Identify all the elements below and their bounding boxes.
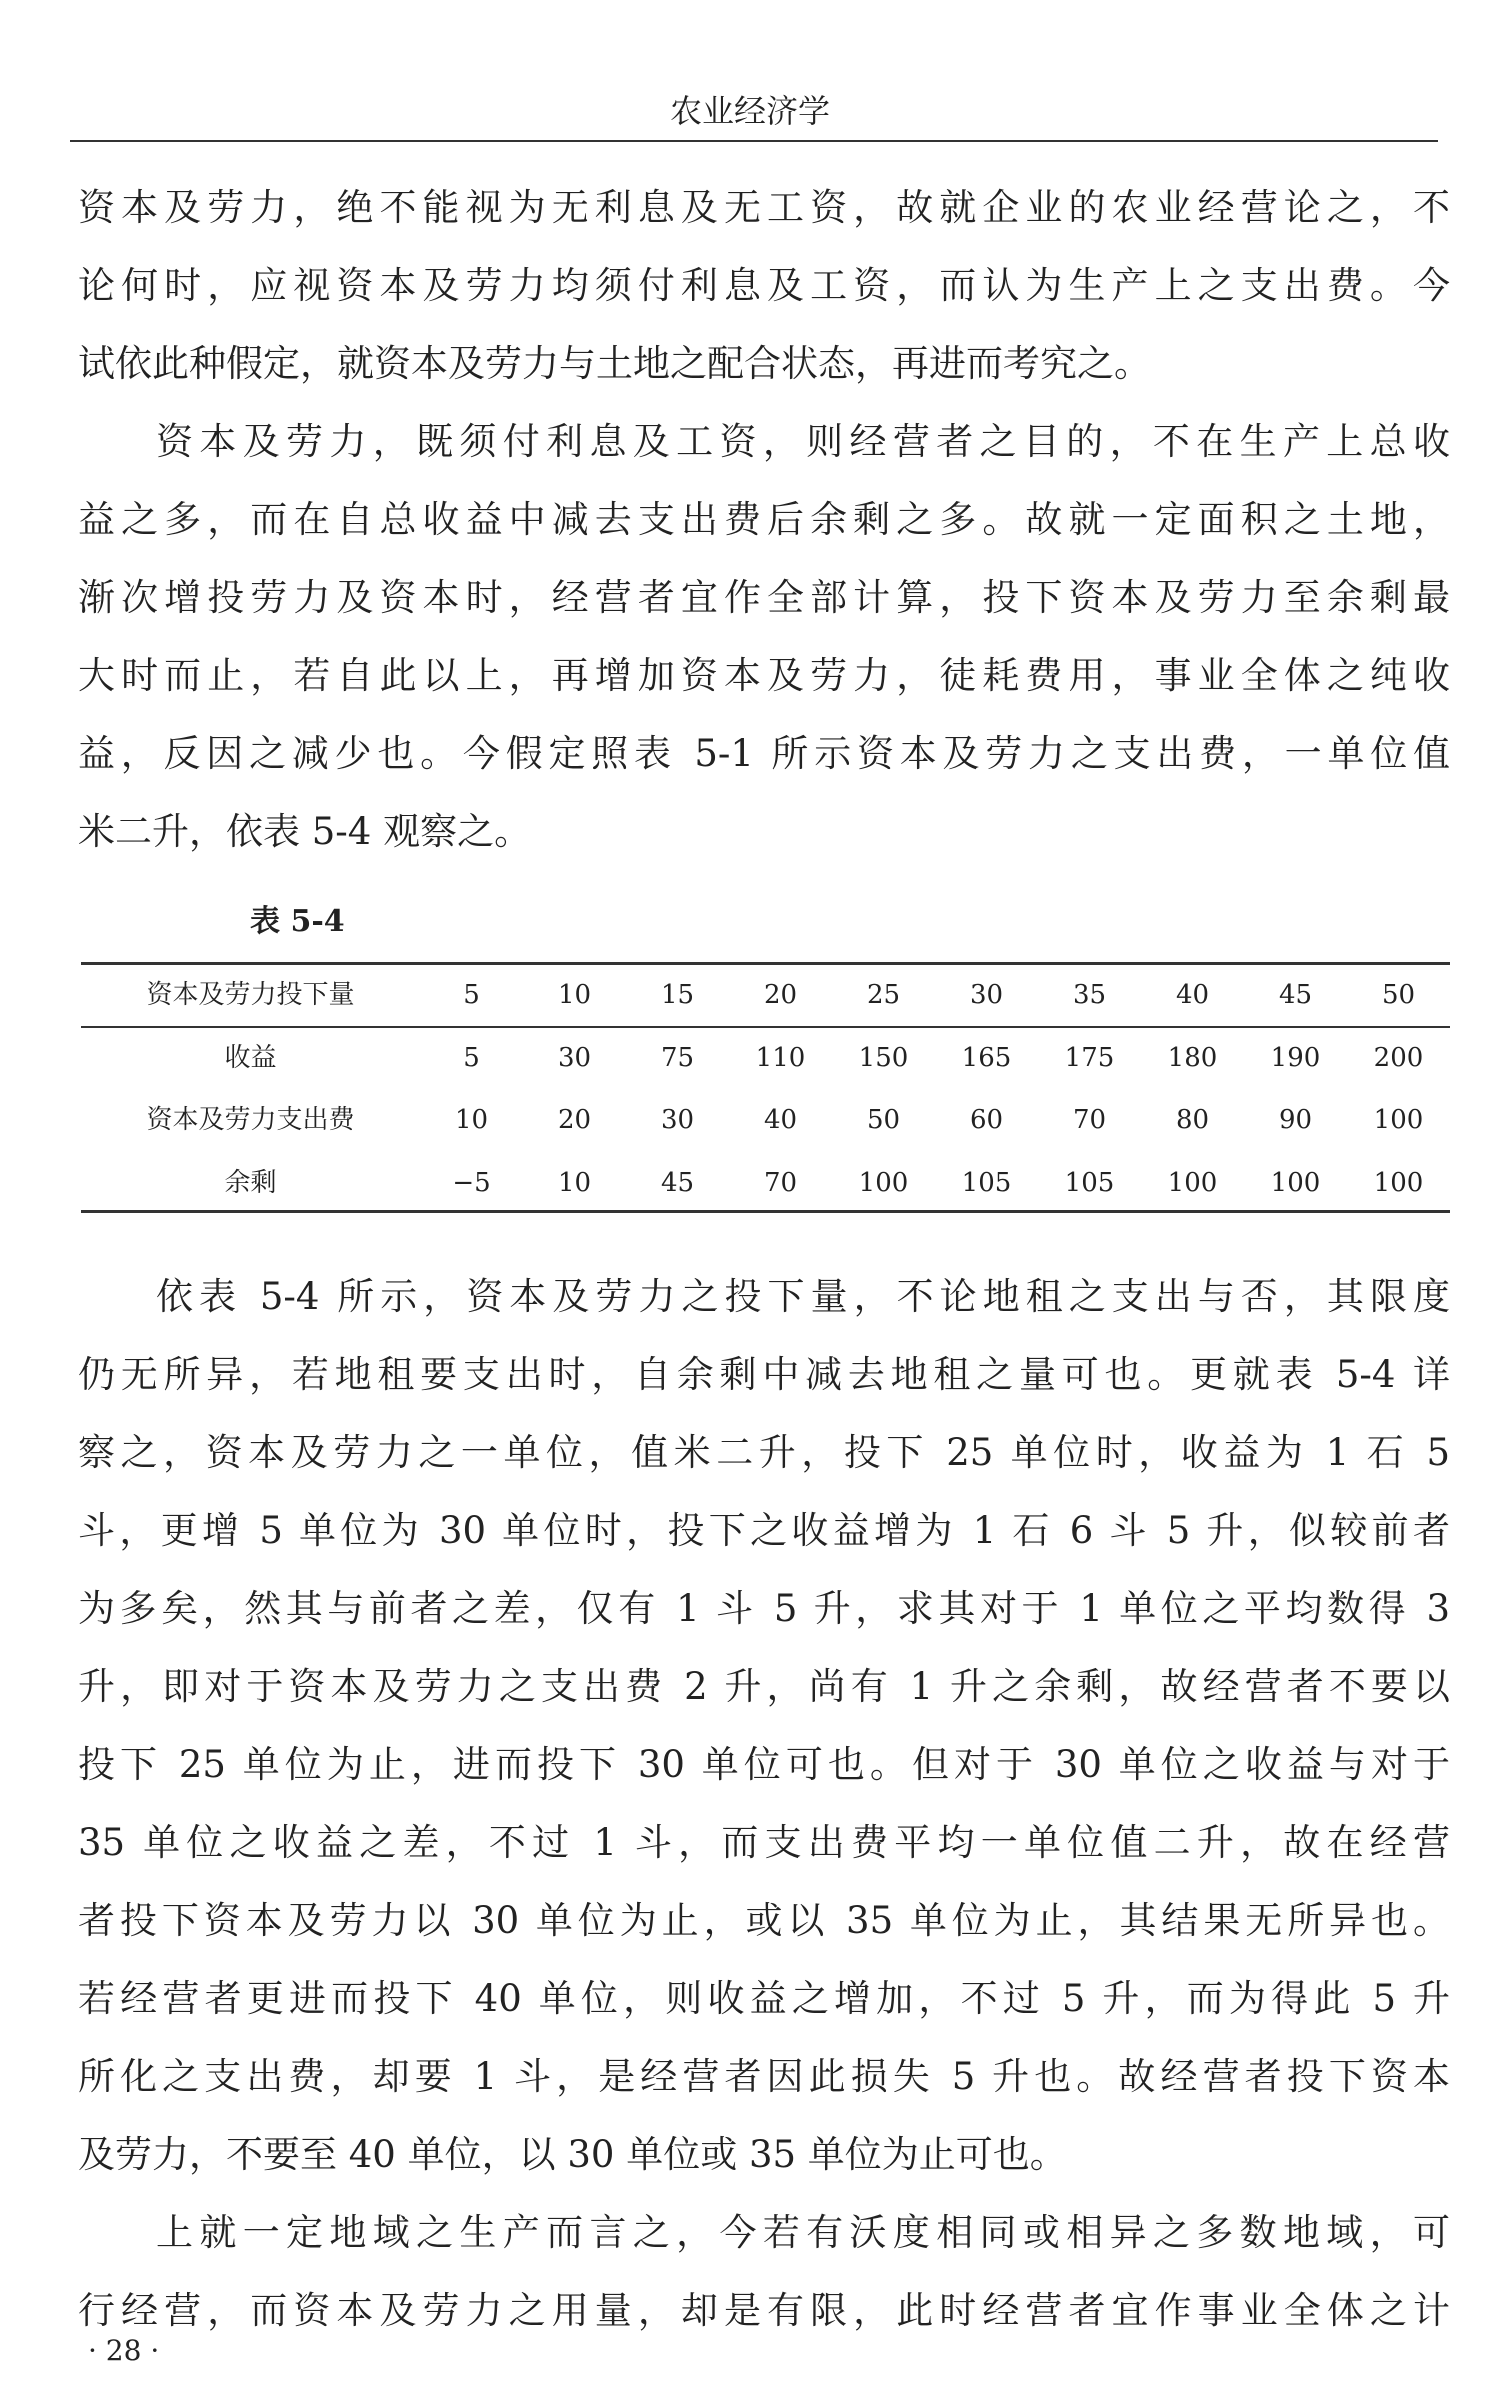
table-cell: 10 (557, 980, 592, 1010)
table-cell: 20 (557, 1105, 592, 1135)
table-cell: 45 (660, 1168, 695, 1198)
table-cell: 5 (463, 980, 480, 1010)
table-cell: 60 (969, 1105, 1004, 1135)
text-line: 升，即对于资本及劳力之支出费 2 升，尚有 1 升之余剩，故经营者不要以 (78, 1665, 1450, 1708)
table-cell: 30 (557, 1043, 592, 1073)
text-line: 益之多，而在自总收益中减去支出费后余剩之多。故就一定面积之土地， (78, 498, 1450, 541)
table-cell: 100 (858, 1168, 909, 1198)
table-row (81, 1163, 1450, 1203)
table-cell: 70 (1072, 1105, 1107, 1135)
table-cell: 5 (463, 1043, 480, 1073)
row-label: 资本及劳力支出费 (146, 1105, 355, 1135)
table-cell: −5 (452, 1168, 491, 1198)
table-header-rule (81, 1026, 1450, 1028)
table-cell: 100 (1373, 1105, 1424, 1135)
text-line: 35 单位之收益之差，不过 1 斗，而支出费平均一单位值二升，故在经营 (78, 1821, 1450, 1864)
table-cell: 30 (969, 980, 1004, 1010)
running-header: 农业经济学 (669, 92, 830, 130)
header-rule (70, 140, 1438, 142)
text-line: 大时而止，若自此以上，再增加资本及劳力，徒耗费用，事业全体之纯收 (78, 654, 1450, 697)
text-line: 为多矣，然其与前者之差，仅有 1 斗 5 升，求其对于 1 单位之平均数得 3 (78, 1587, 1450, 1630)
text-line: 米二升，依表 5-4 观察之。 (78, 810, 532, 853)
table-cell: 75 (660, 1043, 695, 1073)
table-cell: 100 (1373, 1168, 1424, 1198)
table-cell: 20 (763, 980, 798, 1010)
text-line: 益，反因之减少也。今假定照表 5-1 所示资本及劳力之支出费，一单位值 (78, 732, 1450, 775)
text-line: 资本及劳力，绝不能视为无利息及无工资，故就企业的农业经营论之，不 (78, 186, 1450, 229)
table-cell: 50 (866, 1105, 901, 1135)
row-label: 余剩 (224, 1168, 277, 1198)
table-cell: 40 (1175, 980, 1210, 1010)
table-cell: 105 (1064, 1168, 1115, 1198)
text-line: 及劳力，不要至 40 单位，以 30 单位或 35 单位为止可也。 (78, 2133, 1067, 2176)
table-cell: 175 (1064, 1043, 1115, 1073)
page-number: · 28 · (88, 2334, 160, 2367)
table-cell: 100 (1167, 1168, 1218, 1198)
table-cell: 200 (1373, 1043, 1424, 1073)
table-row (81, 1038, 1450, 1078)
table-header-row (81, 975, 1450, 1015)
row-label: 收益 (224, 1043, 277, 1073)
text-line: 仍无所异，若地租要支出时，自余剩中减去地租之量可也。更就表 5-4 详 (78, 1353, 1450, 1396)
table-cell: 70 (763, 1168, 798, 1198)
text-line: 若经营者更进而投下 40 单位，则收益之增加，不过 5 升，而为得此 5 升 (78, 1977, 1450, 2020)
text-line: 渐次增投劳力及资本时，经营者宜作全部计算，投下资本及劳力至余剩最 (78, 576, 1450, 619)
text-line: 行经营，而资本及劳力之用量，却是有限，此时经营者宜作事业全体之计 (78, 2289, 1450, 2332)
text-line: 察之，资本及劳力之一单位，值米二升，投下 25 单位时，收益为 1 石 5 (78, 1431, 1450, 1474)
text-line: 试依此种假定，就资本及劳力与土地之配合状态，再进而考究之。 (78, 342, 1151, 385)
text-line: 上就一定地域之生产而言之，今若有沃度相同或相异之多数地域，可 (156, 2211, 1450, 2254)
text-line: 依表 5-4 所示，资本及劳力之投下量，不论地租之支出与否，其限度 (156, 1275, 1450, 1318)
text-line: 所化之支出费，却要 1 斗，是经营者因此损失 5 升也。故经营者投下资本 (78, 2055, 1450, 2098)
table-cell: 180 (1167, 1043, 1218, 1073)
table-cell: 15 (660, 980, 695, 1010)
row-label: 资本及劳力投下量 (146, 980, 355, 1010)
text-line: 斗，更增 5 单位为 30 单位时，投下之收益增为 1 石 6 斗 5 升，似较前者 (78, 1509, 1450, 1552)
table-cell: 50 (1381, 980, 1416, 1010)
table-cell: 190 (1270, 1043, 1321, 1073)
table-cell: 105 (961, 1168, 1012, 1198)
table-cell: 45 (1278, 980, 1313, 1010)
table-cell: 80 (1175, 1105, 1210, 1135)
text-line: 资本及劳力，既须付利息及工资，则经营者之目的，不在生产上总收 (156, 420, 1450, 463)
table-cell: 10 (454, 1105, 489, 1135)
text-line: 投下 25 单位为止，进而投下 30 单位可也。但对于 30 单位之收益与对于 (78, 1743, 1450, 1786)
table-cell: 110 (755, 1043, 806, 1073)
text-line: 者投下资本及劳力以 30 单位为止，或以 35 单位为止，其结果无所异也。 (78, 1899, 1450, 1942)
table-cell: 30 (660, 1105, 695, 1135)
table-caption: 表 5-4 (250, 904, 345, 939)
text-line: 论何时，应视资本及劳力均须付利息及工资，而认为生产上之支出费。今 (78, 264, 1450, 307)
table-cell: 150 (858, 1043, 909, 1073)
table-cell: 40 (763, 1105, 798, 1135)
table-cell: 10 (557, 1168, 592, 1198)
table-cell: 165 (961, 1043, 1012, 1073)
table-bottom-rule (81, 1210, 1450, 1213)
table-cell: 90 (1278, 1105, 1313, 1135)
table-cell: 100 (1270, 1168, 1321, 1198)
table-top-rule (81, 962, 1450, 965)
table-cell: 35 (1072, 980, 1107, 1010)
table-row (81, 1100, 1450, 1140)
table-cell: 25 (866, 980, 901, 1010)
